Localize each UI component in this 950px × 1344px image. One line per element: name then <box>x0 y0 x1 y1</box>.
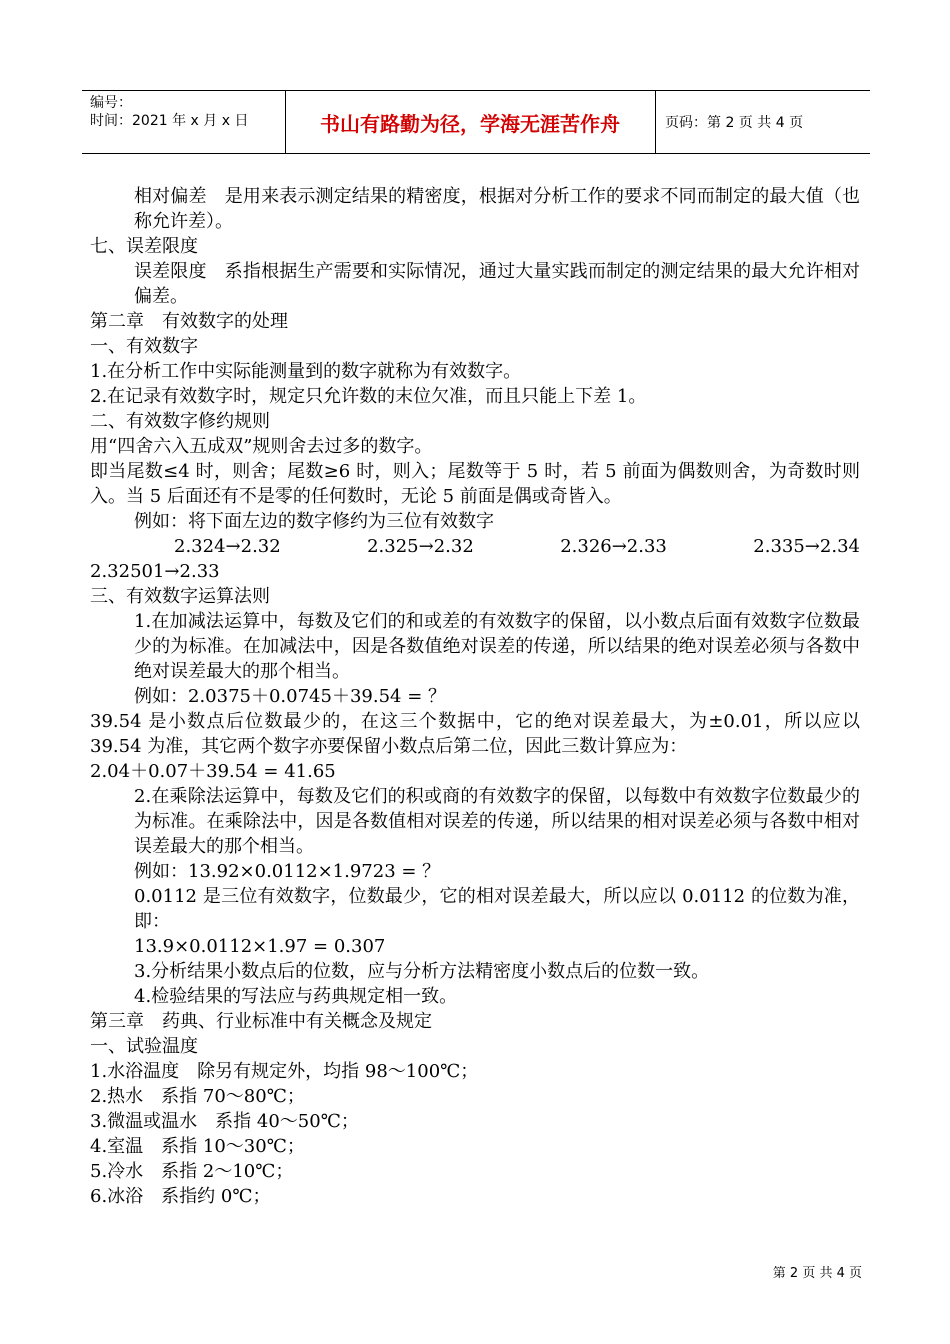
formula: 2.04＋0.07＋39.54 = 41.65 <box>90 761 336 782</box>
rounding-example: 2.326→2.33 <box>560 536 667 557</box>
formula: 例如：13.92×0.0112×1.9723 = ？ <box>134 861 441 882</box>
section-heading: 七、误差限度 <box>90 236 198 257</box>
document-body <box>90 184 866 1209</box>
paragraph: 1.在分析工作中实际能测量到的数字就称为有效数字。 <box>90 361 522 382</box>
section-heading: 二、有效数字修约规则 <box>90 411 270 432</box>
rounding-example: 2.325→2.32 <box>367 536 474 557</box>
header-meta <box>90 94 285 130</box>
page-footer: 第 2 页 共 4 页 <box>772 1266 862 1281</box>
paragraph: 误差限度 系指根据生产需要和实际情况，通过大量实践而制定的测定结果的最大允许相对偏差。 <box>134 261 860 307</box>
header-divider <box>655 91 656 153</box>
paragraph: 0.0112 是三位有效数字，位数最少，它的相对误差最大，所以应以 0.0112 的位数为准，即： <box>134 886 860 932</box>
paragraph: 例如：将下面左边的数字修约为三位有效数字 <box>134 511 494 532</box>
paragraph: 39.54 是小数点后位数最少的，在这三个数据中，它的绝对误差最大，为±0.01，所以应以 39.54 为准，其它两个数字亦要保留小数点后第二位，因此三数计算应为： <box>90 711 866 757</box>
section-heading: 一、试验温度 <box>90 1036 198 1057</box>
paragraph: 相对偏差 是用来表示测定结果的精密度，根据对分析工作的要求不同而制定的最大值（也称允许差）。 <box>134 186 860 232</box>
header-motto: 书山有路勤为径，学海无涯苦作舟 <box>320 111 620 136</box>
chapter-heading: 第二章 有效数字的处理 <box>90 311 288 332</box>
rounding-example: 2.335→2.34 <box>753 536 860 557</box>
section-heading: 三、有效数字运算法则 <box>90 586 270 607</box>
chapter-heading: 第三章 药典、行业标准中有关概念及规定 <box>90 1011 432 1032</box>
section-heading: 一、有效数字 <box>90 336 198 357</box>
paragraph: 2.在记录有效数字时，规定只允许数的末位欠准，而且只能上下差 1。 <box>90 386 647 407</box>
rounding-example: 2.32501→2.33 <box>90 561 220 582</box>
list-item: 4.室温 系指 10～30℃； <box>90 1136 305 1157</box>
time-label: 时间：2021 年 x 月 x 日 <box>90 113 249 129</box>
list-item: 3.微温或温水 系指 40～50℃； <box>90 1111 359 1132</box>
paragraph: 3.分析结果小数点后的位数，应与分析方法精密度小数点后的位数一致。 <box>134 961 710 982</box>
list-item: 5.冷水 系指 2～10℃； <box>90 1161 294 1182</box>
document-header <box>82 90 870 154</box>
rounding-examples <box>90 534 860 559</box>
paragraph: 2.在乘除法运算中，每数及它们的积或商的有效数字的保留，以每数中有效数字位数最少的为标准。在乘除法中，因是各数值相对误差的传递，所以结果的相对误差必须与各数中相对误差最大的那个相当。 <box>134 786 860 857</box>
formula: 例如：2.0375＋0.0745＋39.54 = ？ <box>134 686 447 707</box>
list-item: 1.水浴温度 除另有规定外，均指 98～100℃； <box>90 1061 479 1082</box>
formula: 13.9×0.0112×1.97 = 0.307 <box>134 936 386 957</box>
paragraph: 1.在加减法运算中，每数及它们的和或差的有效数字的保留，以小数点后面有效数字位数最少的为标准。在加减法中，因是各数值绝对误差的传递，所以结果的绝对误差必须与各数中绝对误差最大的那个相当。 <box>134 611 860 682</box>
number-label: 编号： <box>90 95 132 111</box>
list-item: 6.冰浴 系指约 0℃； <box>90 1186 271 1207</box>
paragraph: 用“四舍六入五成双”规则舍去过多的数字。 <box>90 436 433 457</box>
paragraph: 4.检验结果的写法应与药典规定相一致。 <box>134 986 458 1007</box>
rounding-example: 2.324→2.32 <box>174 536 281 557</box>
header-page-label: 页码：第 2 页 共 4 页 <box>665 115 804 131</box>
paragraph: 即当尾数≤4 时，则舍；尾数≥6 时，则入；尾数等于 5 时，若 5 前面为偶数则舍，为奇数时则入。当 5 后面还有不是零的任何数时，无论 5 前面是偶或奇皆入。 <box>90 461 860 507</box>
list-item: 2.热水 系指 70～80℃； <box>90 1086 305 1107</box>
